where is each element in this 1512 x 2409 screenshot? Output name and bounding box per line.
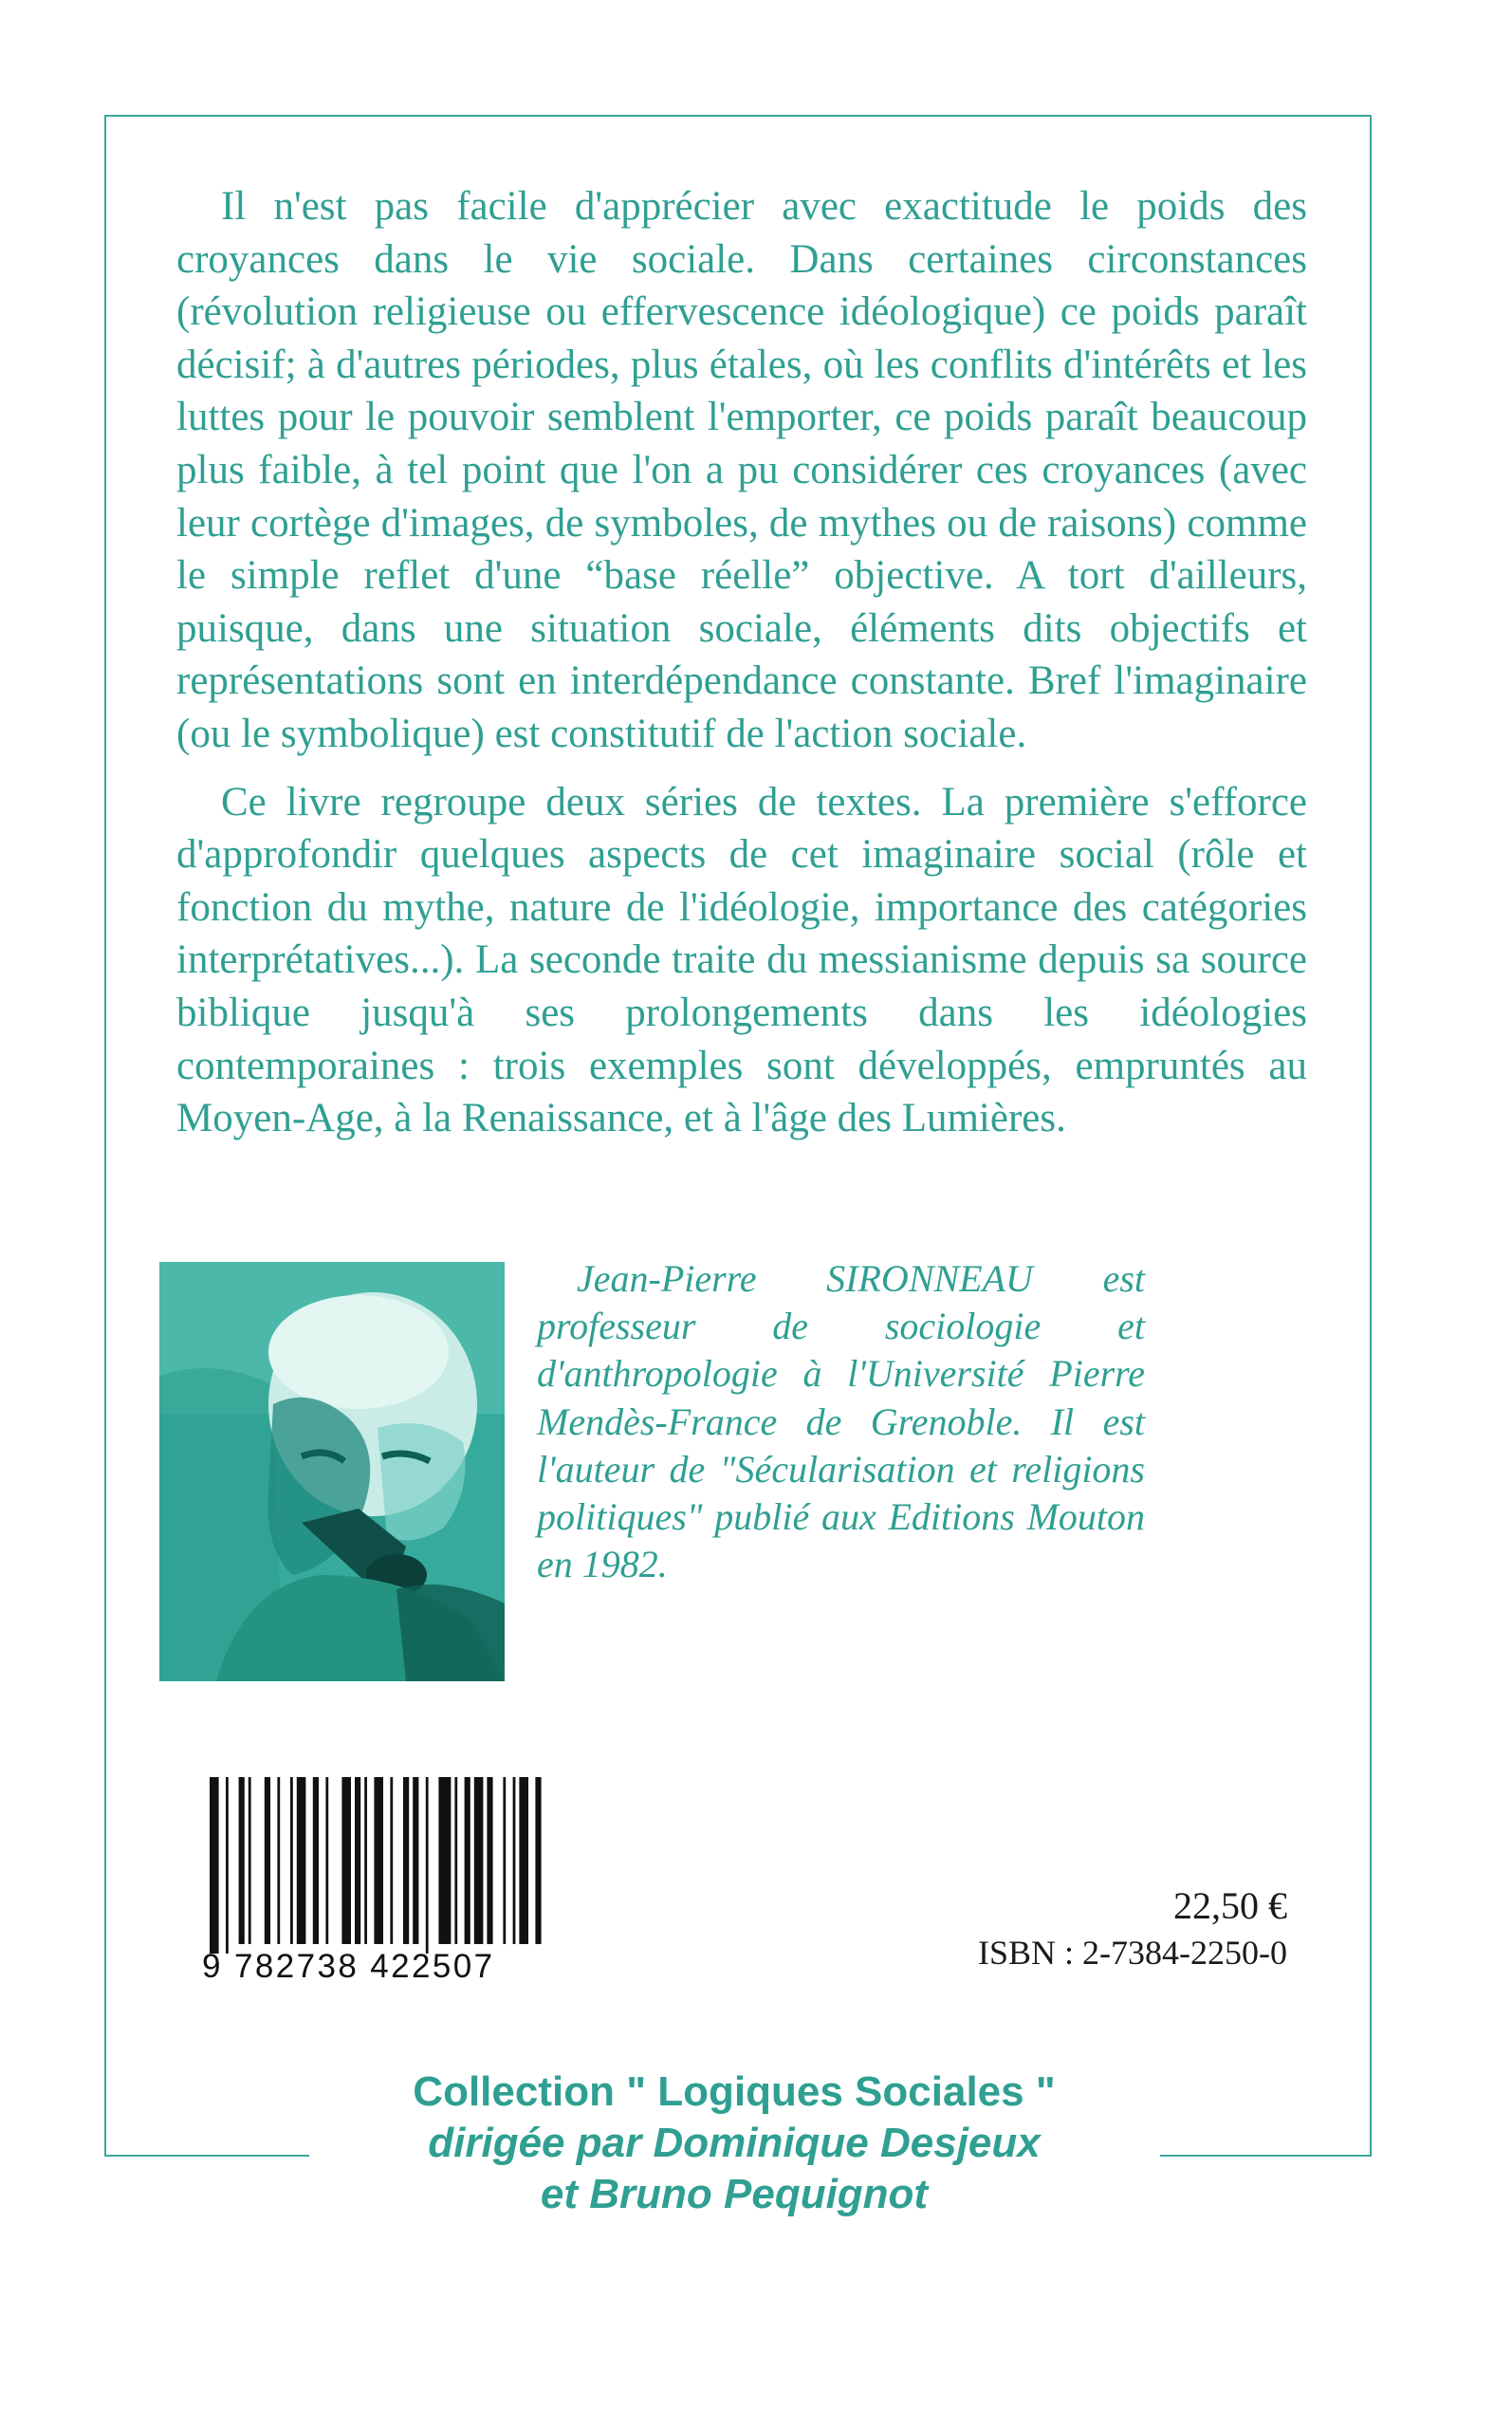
frame-top-border: [104, 115, 1372, 117]
barcode-bar: [426, 1777, 429, 1954]
barcode-bar: [454, 1777, 457, 1944]
barcode-bar: [535, 1777, 541, 1944]
barcode: [202, 1777, 551, 1984]
barcode-bar: [290, 1777, 293, 1944]
barcode-bar: [325, 1777, 328, 1944]
description-paragraph-2: Ce livre regroupe deux séries de textes. La première s'efforce d'approfondir quelques aspects de cet imaginaire social (rôle et fonction du mythe, nature de l'idéologie, importance des catégories interprétatives...). La seconde traite du messianisme depuis sa source biblique jusqu'à ses prolongements dans les idéologies contemporaines : trois exemples sont développés, empruntés au Moyen-Age, à la Renaissance, et à l'âge des Lumières.: [176, 779, 1307, 1141]
barcode-bar: [519, 1777, 528, 1944]
barcode-bar: [226, 1777, 229, 1954]
barcode-bar: [513, 1777, 516, 1944]
barcode-bar: [413, 1777, 418, 1944]
collection-name: Collection " Logiques Sociales ": [413, 2068, 1056, 2115]
isbn: ISBN : 2-7384-2250-0: [978, 1934, 1287, 1972]
barcode-bar: [503, 1777, 506, 1944]
frame-bottom-border-right: [1160, 2155, 1372, 2157]
barcode-bar: [297, 1777, 306, 1944]
barcode-bar: [239, 1777, 245, 1944]
barcode-bar: [487, 1777, 492, 1944]
barcode-bar: [277, 1777, 280, 1944]
barcode-bar: [438, 1777, 451, 1944]
frame-bottom-border-left: [104, 2155, 309, 2157]
barcode-bar: [403, 1777, 409, 1944]
barcode-bar: [355, 1777, 360, 1944]
barcode-bar: [474, 1777, 484, 1944]
barcode-bar: [465, 1777, 470, 1944]
barcode-bar: [210, 1777, 219, 1954]
back-cover-description: [176, 180, 1307, 1145]
barcode-bar: [364, 1777, 367, 1944]
barcode-bar: [249, 1777, 251, 1944]
author-bio-text: Jean-Pierre SIRONNEAU est professeur de sociologie et d'anthropologie à l'Université Pierre Mendès-France de Grenoble. Il est l'auteur de "Sécularisation et religions politiques" publié aux Editions Mouton en 1982.: [537, 1257, 1145, 1586]
barcode-bar: [390, 1777, 393, 1944]
collection-directors-line2: et Bruno Pequignot: [540, 2171, 929, 2217]
barcode-bar: [313, 1777, 319, 1944]
frame-left-border: [104, 115, 106, 2157]
barcode-bar: [265, 1777, 270, 1944]
collection-info: [313, 2066, 1155, 2220]
author-photo: [159, 1262, 505, 1681]
author-bio: [537, 1255, 1145, 1588]
price: 22,50 €: [1173, 1884, 1287, 1927]
barcode-bars: [202, 1777, 551, 1954]
frame-right-border: [1370, 115, 1372, 2157]
barcode-bar: [374, 1777, 383, 1944]
author-portrait-illustration: [159, 1262, 505, 1681]
description-paragraph-1: Il n'est pas facile d'apprécier avec exactitude le poids des croyances dans le vie sociale. Dans certaines circonstances (révolution religieuse ou effervescence idéologique) ce poids paraît décisif; à d'autres périodes, plus étales, où les conflits d'intérêts et les luttes pour le pouvoir semblent l'emporter, ce poids paraît beaucoup plus faible, à tel point que l'on a pu considérer ces croyances (avec leur cortège d'images, de symboles, de mythes ou de raisons) comme le simple reflet d'une “base réelle” objective. A tort d'ailleurs, puisque, dans une situation sociale, éléments dits objectifs et représentations sont en interdépendance constante. Bref l'imaginaire (ou le symbolique) est constitutif de l'action sociale.: [176, 184, 1307, 756]
barcode-digits: 9 782738 422507: [202, 1948, 495, 1985]
collection-directors-line1: dirigée par Dominique Desjeux: [428, 2120, 1041, 2166]
barcode-bar: [341, 1777, 351, 1944]
